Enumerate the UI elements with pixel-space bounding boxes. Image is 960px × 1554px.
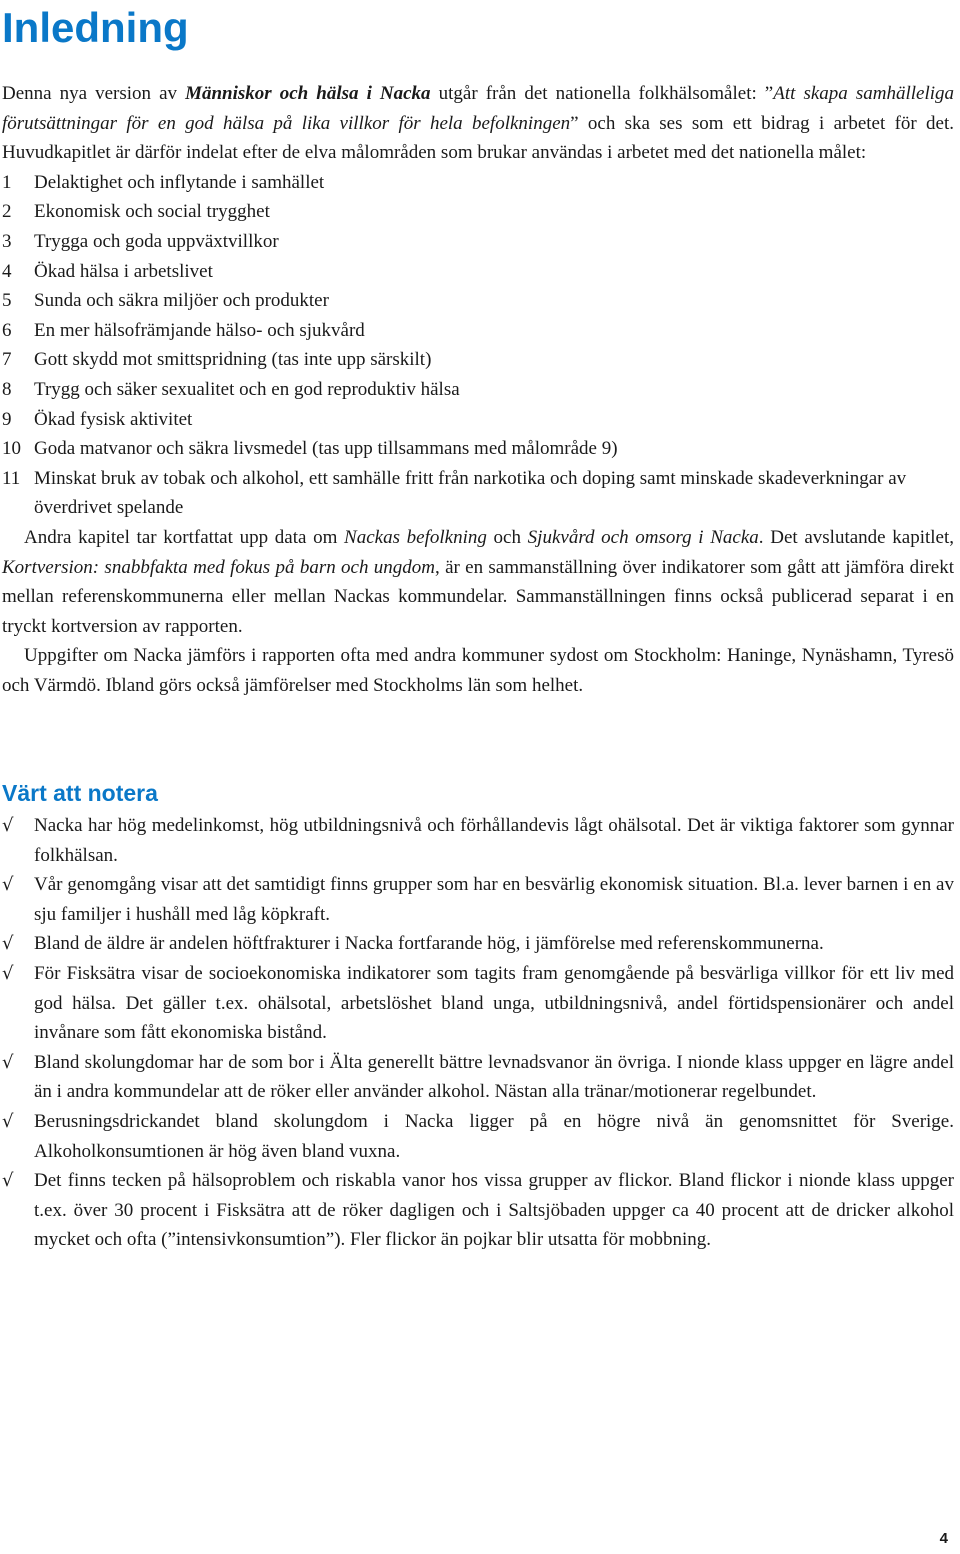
goal-item bbox=[2, 345, 954, 375]
chapter-title-care: Sjukvård och omsorg i Nacka bbox=[527, 526, 759, 548]
check-icon: √ bbox=[2, 815, 14, 836]
note-item bbox=[2, 929, 954, 959]
goal-text: Trygg och säker sexualitet och en god reproduktiv hälsa bbox=[34, 378, 460, 400]
report-title: Människor och hälsa i Nacka bbox=[185, 83, 431, 104]
goal-item bbox=[2, 464, 954, 523]
check-icon: √ bbox=[2, 933, 14, 955]
goal-text: Goda matvanor och säkra livsmedel (tas upp tillsammans med målområde 9) bbox=[34, 438, 618, 460]
goal-item bbox=[2, 405, 954, 435]
check-icon: √ bbox=[2, 1051, 14, 1073]
intro-text-c: ” och ska ses som ett bidrag i arbetet för det. Huvudkapitlet är därför indelat efter de elva målområden som brukar användas i arbetet med det nationella målet: bbox=[2, 112, 955, 164]
goal-areas-list bbox=[2, 168, 954, 523]
check-icon: √ bbox=[2, 1170, 14, 1192]
note-item bbox=[2, 1048, 954, 1107]
chapter-title-summary: Kortversion: snabbfakta med fokus på barn och ungdom bbox=[2, 556, 435, 578]
goal-text: Sunda och säkra miljöer och produkter bbox=[34, 290, 329, 312]
goal-text: Trygga och goda uppväxtvillkor bbox=[34, 230, 279, 252]
goal-item bbox=[2, 434, 954, 464]
notes-list bbox=[2, 811, 954, 1255]
page-number: 4 bbox=[939, 1530, 948, 1547]
goal-item bbox=[2, 316, 954, 346]
goal-number: 3 bbox=[2, 230, 12, 252]
note-text: Nacka har hög medelinkomst, hög utbildningsnivå och förhållandevis lågt ohälsotal. Det är viktiga faktorer som gynnar folkhälsan. bbox=[34, 815, 954, 866]
goal-item bbox=[2, 227, 954, 257]
goal-text: En mer hälsofrämjande hälso- och sjukvård bbox=[34, 319, 365, 341]
intro-text-b: utgår från det nationella folkhälsomålet: ” bbox=[430, 83, 774, 104]
chapters-text-b: och bbox=[486, 526, 528, 548]
goal-item bbox=[2, 375, 954, 405]
goal-number: 1 bbox=[2, 171, 12, 193]
notes-heading: Värt att notera bbox=[2, 780, 158, 806]
chapter-title-population: Nackas befolkning bbox=[344, 526, 487, 548]
goal-item bbox=[2, 168, 954, 198]
intro-section bbox=[2, 79, 954, 700]
goal-number: 2 bbox=[2, 201, 12, 223]
chapters-text-a: Andra kapitel tar kortfattat upp data om bbox=[24, 526, 345, 548]
note-item bbox=[2, 870, 954, 929]
goal-text: Minskat bruk av tobak och alkohol, ett samhälle fritt från narkotika och doping samt minskade skadeverkningar av överdrivet spelande bbox=[34, 467, 907, 519]
note-text: Det finns tecken på hälsoproblem och riskabla vanor hos vissa grupper av flickor. Bland flickor i nionde klass uppger t.ex. över 30 procent i Fisksätra att de röker dagligen och i Saltsjöbaden uppger ca 40 procent att de dricker alkohol mycket och ofta (”intensivkonsumtion”). Fler flickor än pojkar blir utsatta för mobbning. bbox=[34, 1170, 954, 1251]
goal-number: 11 bbox=[2, 467, 21, 489]
goal-number: 6 bbox=[2, 319, 12, 341]
comparison-paragraph: Uppgifter om Nacka jämförs i rapporten ofta med andra kommuner sydost om Stockholm: Haninge, Nynäshamn, Tyresö och Värmdö. Ibland görs också jämförelser med Stockholms län som helhet. bbox=[2, 645, 954, 696]
note-text: Bland de äldre är andelen höftfrakturer i Nacka fortfarande hög, i jämförelse med referenskommunerna. bbox=[34, 933, 824, 955]
national-goal-quote: Att skapa samhälleliga förutsättningar för en god hälsa på lika villkor för hela befolkningen bbox=[2, 83, 955, 134]
chapters-text-d: , är en sammanställning över indikatorer som gått att jämföra direkt mellan referenskommunerna eller mellan Nackas kommundelar. Sammanställningen finns också publicerad separat i en tryckt kortversion av rapporten. bbox=[2, 556, 954, 637]
check-icon: √ bbox=[2, 1110, 14, 1132]
goal-item bbox=[2, 257, 954, 287]
goal-item bbox=[2, 286, 954, 316]
note-text: Berusningsdrickandet bland skolungdom i Nacka ligger på en högre nivå än genomsnittet för Sverige. Alkoholkonsumtionen är hög även bland vuxna. bbox=[34, 1110, 954, 1162]
note-item bbox=[2, 959, 954, 1048]
goal-text: Ökad fysisk aktivitet bbox=[34, 408, 193, 430]
chapters-paragraph bbox=[2, 523, 954, 641]
goal-text: Delaktighet och inflytande i samhället bbox=[34, 171, 325, 193]
goal-number: 7 bbox=[2, 349, 12, 371]
goal-text: Ekonomisk och social trygghet bbox=[34, 201, 270, 223]
goal-number: 8 bbox=[2, 378, 12, 400]
intro-paragraph bbox=[2, 79, 954, 168]
note-item bbox=[2, 1166, 954, 1255]
goal-number: 4 bbox=[2, 260, 12, 282]
goal-number: 10 bbox=[2, 438, 21, 460]
goal-text: Gott skydd mot smittspridning (tas inte upp särskilt) bbox=[34, 349, 432, 371]
check-icon: √ bbox=[2, 874, 14, 896]
note-text: För Fisksätra visar de socioekonomiska indikatorer som tagits fram genomgående på besvärliga villkor för ett liv med god hälsa. Det gäller t.ex. ohälsotal, arbetslöshet bland unga, utbildningsnivå, andel förtidspensionärer och andel invånare som fått ekonomiska bistånd. bbox=[34, 962, 954, 1044]
goal-number: 5 bbox=[2, 290, 12, 312]
page-title: Inledning bbox=[2, 4, 189, 51]
note-text: Vår genomgång visar att det samtidigt finns grupper som har en besvärlig ekonomisk situation. Bl.a. lever barnen i en av sju familjer i hushåll med låg köpkraft. bbox=[34, 874, 954, 925]
note-item bbox=[2, 1107, 954, 1166]
chapters-text-c: . Det avslutande kapitlet, bbox=[758, 526, 955, 548]
goal-number: 9 bbox=[2, 408, 12, 430]
note-item bbox=[2, 811, 954, 870]
check-icon: √ bbox=[2, 962, 14, 984]
intro-text-a: Denna nya version av bbox=[2, 83, 186, 104]
note-text: Bland skolungdomar har de som bor i Älta generellt bättre levnadsvanor än övriga. I nionde klass uppger en lägre andel än i andra kommundelar att de röker eller använder alkohol. Nästan alla tränar/motionerar regelbundet. bbox=[34, 1051, 954, 1103]
goal-text: Ökad hälsa i arbetslivet bbox=[34, 260, 213, 282]
goal-item bbox=[2, 197, 954, 227]
